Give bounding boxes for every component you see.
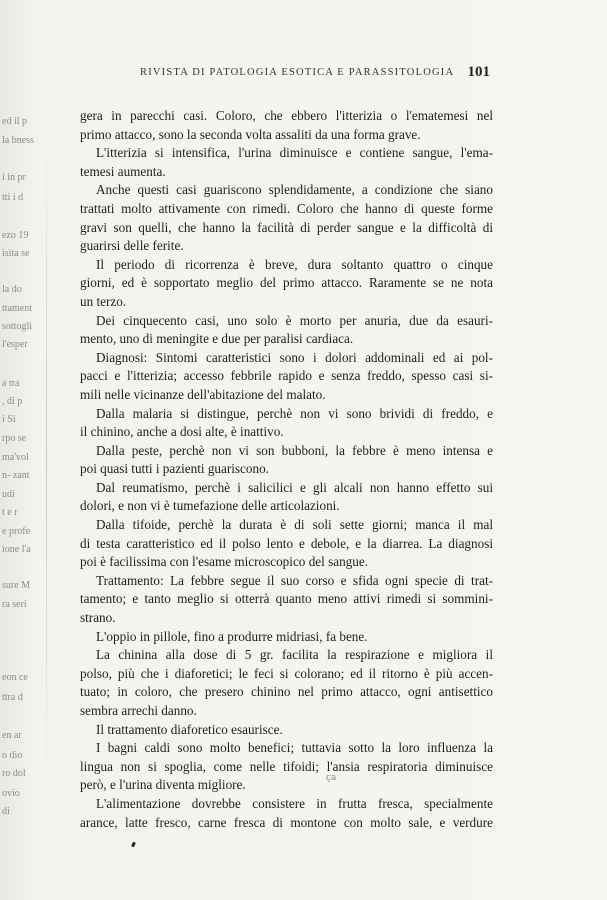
gutter-fragment: l'esper [2, 339, 28, 350]
text-line: strano. [80, 610, 116, 626]
text-line: un terzo. [80, 293, 127, 309]
gutter-fragment: en ar [2, 730, 22, 741]
text-line: temesi aumenta. [80, 163, 166, 179]
gutter-fragment: di [2, 806, 10, 817]
text-line: L'oppio in pillole, fino a produrre midriasi, fa bene. [96, 628, 368, 644]
binding-shadow [46, 110, 47, 810]
text-line: Trattamento: La febbre segue il suo corso e sfida ogni specie di trat- [96, 572, 493, 588]
text-line: lingua non si spoglia, come nelle tifoidi; l'ansia respiratoria diminuisce [80, 758, 493, 774]
gutter-fragment: sure M [2, 580, 31, 591]
gutter-fragment: i in pr [2, 172, 26, 183]
text-line: L'itterizia si intensifica, l'urina diminuisce e contiene sangue, l'ema- [96, 145, 493, 161]
gutter-fragment: ovio [2, 788, 20, 799]
gutter-fragment: ttament [2, 303, 32, 314]
gutter-fragment: e profe [2, 526, 31, 537]
gutter-fragment: n- zant [2, 470, 30, 481]
text-line: sembra arrechi danno. [80, 703, 197, 718]
text-line: gera in parecchi casi. Coloro, che ebbero l'itterizia o l'ematemesi nel [80, 108, 493, 123]
text-line: I bagni caldi sono molto benefici; tuttavia sotto la loro influenza la [96, 740, 493, 756]
text-line: Dalla malaria si distingue, perchè non vi sono brividi di freddo, e [96, 405, 493, 421]
gutter-fragment: t e r [2, 507, 18, 518]
gutter-fragment: ed il p [2, 116, 27, 127]
body-text [80, 107, 493, 832]
gutter-fragment: ione l'a [2, 544, 31, 555]
gutter-fragment: ma'vol [2, 452, 29, 463]
text-line: mento, uno di meningite e due per paralisi cardiaca. [80, 331, 354, 347]
gutter-fragment: la bness [2, 135, 34, 146]
text-line: Diagnosi: Sintomi caratteristici sono i dolori addominali ed ai pol- [96, 349, 493, 365]
stray-mark: ça [326, 773, 337, 783]
gutter-fragment: , di p [2, 396, 23, 407]
page-header [140, 64, 490, 84]
gutter-fragment: la do [2, 284, 22, 295]
gutter-fragment: o dio [2, 750, 23, 761]
text-line: L'alimentazione dovrebbe consistere in frutta fresca, specialmente [96, 795, 493, 811]
gutter-fragment: ttra d [2, 692, 23, 703]
text-line: poi è facilissima con l'esame microscopico del sangue. [80, 554, 369, 570]
gutter-fragment: i Si [2, 414, 16, 425]
text-line: Dalla peste, perchè non vi son bubboni, la febbre è meno intensa e [96, 442, 493, 458]
text-line: però, e l'urina diventa migliore. [80, 777, 246, 793]
gutter-fragment: ro dol [2, 768, 26, 779]
ink-speck [131, 842, 136, 848]
text-line: tuato; in coloro, che presero chinino nel primo attacco, ogni antisettico [80, 684, 493, 700]
text-line: poi quasi tutti i pazienti guariscono. [80, 461, 269, 477]
gutter-fragment: ra seri [2, 599, 27, 610]
text-line: Dei cinquecento casi, uno solo è morto per anuria, due da esauri- [96, 312, 493, 328]
text-line: il chinino, anche a dosi alte, è inattivo. [80, 424, 284, 440]
gutter-fragment: ezo 19 [2, 230, 29, 241]
text-line: Il trattamento diaforetico esaurisce. [96, 721, 283, 737]
gutter-fragment: a tra [2, 378, 20, 389]
text-line: trattati molto attivamente con rimedi. Coloro che hanno di queste forme [80, 200, 493, 216]
text-line: polso, più che i diaforetici; le feci si colorano; ed il ritorno è più accen- [80, 665, 493, 681]
text-line: tamento; e tanto meglio si otterrà quanto meno attivi rimedi si sommini- [80, 591, 493, 607]
text-line: Dalla tifoide, perchè la durata è di soli sette giorni; manca il mal [96, 517, 493, 533]
gutter-fragment: rpo se [2, 433, 27, 444]
gutter-fragment: isita se [2, 248, 30, 259]
text-line: primo attacco, sono la seconda volta assaliti da una forma grave. [80, 126, 421, 142]
text-line: pacci e l'itterizia; accesso febbrile rapido e senza freddo, spesso casi si- [80, 368, 493, 384]
text-line: guarirsi delle ferite. [80, 238, 184, 254]
text-line: mili nelle vicinanze dell'abitazione del malato. [80, 386, 326, 402]
text-line: giorni, ed è sopportato meglio del primo attacco. Raramente se ne nota [80, 275, 493, 291]
running-head: RIVISTA DI PATOLOGIA ESOTICA E PARASSITOLOGIA [140, 67, 455, 78]
page-number: 101 [467, 64, 490, 80]
text-line: Anche questi casi guariscono splendidamente, a condizione che siano [96, 182, 493, 198]
text-line: arance, latte fresco, carne fresca di montone con molto sale, e verdure [80, 814, 493, 830]
adjacent-page-margin [0, 100, 50, 880]
text-line: Il periodo di ricorrenza è breve, dura soltanto quattro o cinque [96, 256, 493, 272]
gutter-fragment: udi [2, 489, 15, 500]
gutter-fragment: eon ce [2, 672, 28, 683]
gutter-fragment: sottogli [2, 321, 33, 332]
text-line: di testa caratteristico ed il polso lento e debole, e la diarrea. La diagnosi [80, 535, 493, 551]
text-line: Dal reumatismo, perchè i salicilici e gli alcali non hanno effetto sui [96, 479, 493, 495]
text-line: dolori, e non vi è tumefazione delle articolazioni. [80, 498, 340, 514]
text-line: La chinina alla dose di 5 gr. facilita la respirazione e migliora il [96, 647, 493, 663]
text-line: gravi son quelli, che hanno la facilità di perder sangue e la difficoltà di [80, 219, 493, 235]
gutter-fragment: tti i d [2, 192, 24, 203]
